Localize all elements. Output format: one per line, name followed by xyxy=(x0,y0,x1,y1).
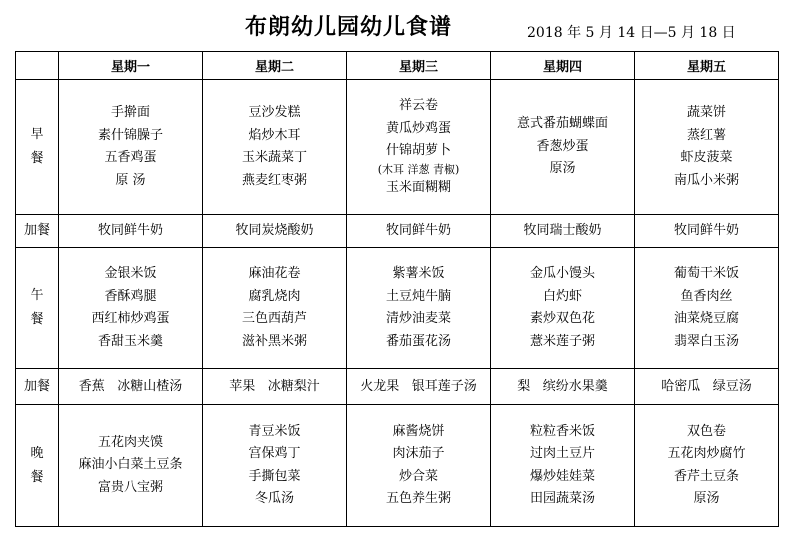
breakfast-label xyxy=(16,80,59,215)
dish: 素什锦臊子 xyxy=(97,127,163,143)
dish: 香甜玉米羹 xyxy=(97,333,163,349)
lunch-label-char: 午 xyxy=(30,288,44,303)
day-header-mon: 星期一 xyxy=(59,52,203,80)
breakfast-cell-wed xyxy=(347,80,491,215)
dish: 燕麦红枣粥 xyxy=(241,172,307,188)
dish: 炒合菜 xyxy=(398,468,438,484)
dish: 五香鸡蛋 xyxy=(104,150,157,165)
dish: 手擀面 xyxy=(110,105,150,120)
dish: 香酥鸡腿 xyxy=(104,288,157,304)
dish: 田园蔬菜汤 xyxy=(529,491,595,506)
day-header-thu: 星期四 xyxy=(491,52,635,80)
dish: 什锦胡萝卜 xyxy=(385,143,451,158)
dish: 玉米面糊糊 xyxy=(385,179,451,195)
lunch-cell-mon xyxy=(59,248,203,369)
dish: 宫保鸡丁 xyxy=(248,446,301,461)
dish: 西红柿炒鸡蛋 xyxy=(91,311,170,326)
lunch-cell-fri xyxy=(635,248,779,369)
page-title: 布朗幼儿园幼儿食谱 xyxy=(245,14,453,40)
dinner-cell-thu xyxy=(491,405,635,527)
breakfast-label-char: 早 xyxy=(30,127,44,142)
dinner-label-char: 餐 xyxy=(30,469,44,485)
dish: 紫薯米饭 xyxy=(392,266,445,281)
dinner-cell-wed xyxy=(347,405,491,527)
dinner-cell-fri xyxy=(635,405,779,527)
dinner-label xyxy=(16,405,59,527)
dish: 过肉土豆片 xyxy=(529,446,595,461)
breakfast-label-char: 餐 xyxy=(30,151,44,166)
snack-pm-cell-tue: 苹果 冰糖梨汁 xyxy=(203,369,347,405)
dish: 原汤 xyxy=(549,161,576,177)
snack-pm-cell-mon: 香蕉 冰糖山楂汤 xyxy=(59,369,203,405)
dish: 黄瓜炒鸡蛋 xyxy=(385,120,451,136)
breakfast-cell-mon xyxy=(59,80,203,215)
dinner-row xyxy=(16,405,779,527)
dish: 五花肉炒腐竹 xyxy=(667,446,746,461)
dish: 五色养生粥 xyxy=(385,491,451,506)
lunch-cell-wed xyxy=(347,248,491,369)
snack-am-label: 加餐 xyxy=(16,215,59,248)
breakfast-cell-fri xyxy=(635,80,779,215)
dish-note: (木耳 洋葱 青椒) xyxy=(377,162,460,176)
dish: 腐乳烧肉 xyxy=(248,288,301,304)
dish: 双色卷 xyxy=(686,423,726,439)
snack-pm-label: 加餐 xyxy=(16,369,59,405)
breakfast-cell-tue xyxy=(203,80,347,215)
dish: 葡萄干米饭 xyxy=(673,266,739,281)
dish: 麻酱烧饼 xyxy=(392,423,445,439)
dish: 肉沫茄子 xyxy=(392,446,445,461)
dish: 滋补黑米粥 xyxy=(241,333,307,349)
snack-am-cell-thu: 牧同瑞士酸奶 xyxy=(491,215,635,248)
dinner-label-char: 晚 xyxy=(30,445,44,461)
dish: 三色西葫芦 xyxy=(241,311,307,326)
dish: 青豆米饭 xyxy=(248,423,301,439)
day-header-row xyxy=(16,52,779,80)
snack-am-cell-wed: 牧同鲜牛奶 xyxy=(347,215,491,248)
dish: 清炒油麦菜 xyxy=(385,311,451,326)
dish: 薏米莲子粥 xyxy=(529,333,595,349)
dish: 番茄蛋花汤 xyxy=(385,333,451,349)
day-header-fri: 星期五 xyxy=(635,52,779,80)
dish: 祥云卷 xyxy=(398,98,438,113)
dish: 麻油花卷 xyxy=(248,266,301,281)
day-header-tue: 星期二 xyxy=(203,52,347,80)
dish: 冬瓜汤 xyxy=(254,491,294,506)
snack-pm-row xyxy=(16,369,779,405)
dish: 蒸红薯 xyxy=(686,127,726,143)
corner-cell xyxy=(16,52,59,80)
day-header-wed: 星期三 xyxy=(347,52,491,80)
dish: 南瓜小米粥 xyxy=(673,172,739,188)
dish: 虾皮菠菜 xyxy=(680,150,733,165)
dish: 金瓜小馒头 xyxy=(529,266,595,281)
snack-pm-cell-wed: 火龙果 银耳莲子汤 xyxy=(347,369,491,405)
dish: 素炒双色花 xyxy=(529,311,595,326)
snack-pm-cell-thu: 梨 缤纷水果羹 xyxy=(491,369,635,405)
dish: 香芹土豆条 xyxy=(673,468,739,484)
dish: 土豆炖牛腩 xyxy=(385,288,451,304)
snack-am-cell-mon: 牧同鲜牛奶 xyxy=(59,215,203,248)
lunch-cell-tue xyxy=(203,248,347,369)
dish: 玉米蔬菜丁 xyxy=(241,150,307,165)
dish: 翡翠白玉汤 xyxy=(673,333,739,349)
dish: 爆炒娃娃菜 xyxy=(529,468,595,484)
dish: 麻油小白菜土豆条 xyxy=(78,457,183,473)
dinner-cell-mon xyxy=(59,405,203,527)
breakfast-row xyxy=(16,80,779,215)
dish: 香葱炒蛋 xyxy=(536,138,589,154)
dish: 豆沙发糕 xyxy=(248,105,301,120)
dish: 白灼虾 xyxy=(542,288,582,304)
lunch-row xyxy=(16,248,779,369)
lunch-label xyxy=(16,248,59,369)
lunch-label-char: 餐 xyxy=(30,312,44,327)
dish: 金银米饭 xyxy=(104,266,157,281)
dish: 五花肉夹馍 xyxy=(97,434,163,450)
dish: 焰炒木耳 xyxy=(248,127,301,143)
snack-am-row xyxy=(16,215,779,248)
snack-am-cell-tue: 牧同炭烧酸奶 xyxy=(203,215,347,248)
snack-pm-cell-fri: 哈密瓜 绿豆汤 xyxy=(635,369,779,405)
dish: 油菜烧豆腐 xyxy=(673,311,739,326)
dish: 原汤 xyxy=(693,491,720,506)
breakfast-cell-thu xyxy=(491,80,635,215)
dish: 鱼香肉丝 xyxy=(680,288,733,304)
snack-am-cell-fri: 牧同鲜牛奶 xyxy=(635,215,779,248)
dish: 手撕包菜 xyxy=(248,468,301,484)
dinner-cell-tue xyxy=(203,405,347,527)
dish: 粒粒香米饭 xyxy=(529,423,595,439)
dish: 蔬菜饼 xyxy=(686,105,726,120)
dish: 意式番茄蝴蝶面 xyxy=(516,116,608,132)
lunch-cell-thu xyxy=(491,248,635,369)
date-range: 2018 年 5 月 14 日—5 月 18 日 xyxy=(527,25,736,41)
dish: 富贵八宝粥 xyxy=(97,479,163,495)
menu-table xyxy=(15,51,779,527)
dish: 原 汤 xyxy=(115,172,146,188)
